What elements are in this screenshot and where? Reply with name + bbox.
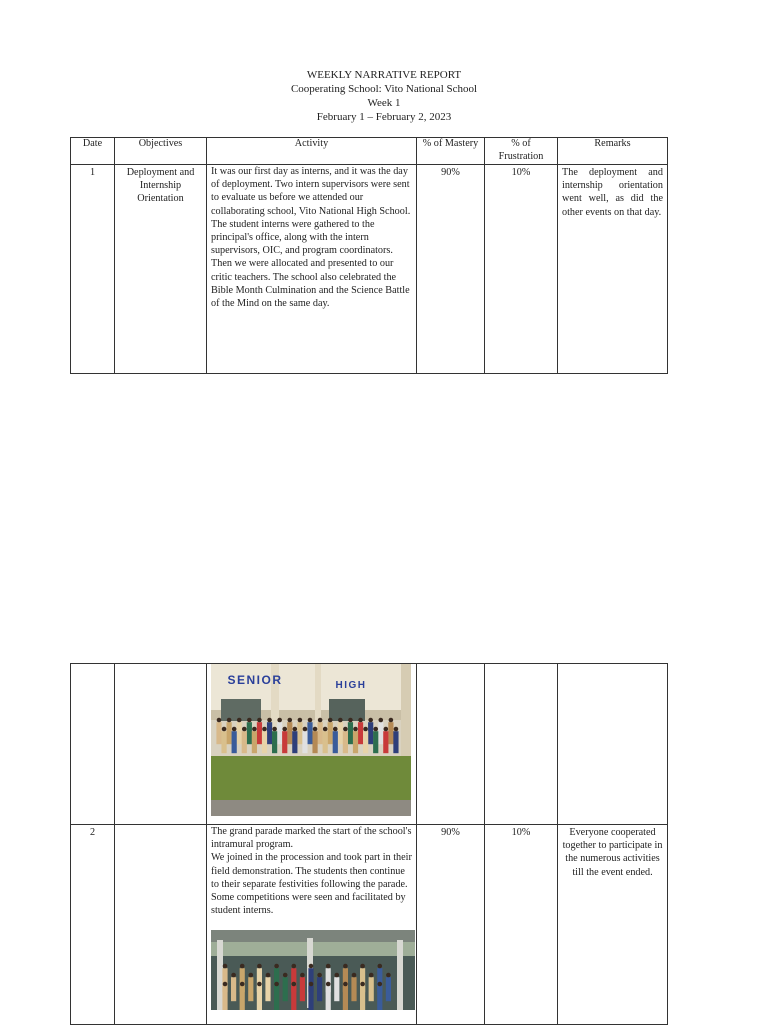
empty-cell <box>71 664 115 825</box>
narrative-table-page2 <box>70 663 668 1025</box>
empty-cell <box>417 664 485 825</box>
report-header <box>0 68 768 124</box>
empty-cell <box>485 664 558 825</box>
sign-text-left: SENIOR <box>227 673 283 687</box>
parade-group-photo <box>211 930 415 1010</box>
row-activity: It was our first day as interns, and it was the day of deployment. Two intern supervisors were sent to evaluate us before we attended our collaborating school, Vito National High School. The student interns were gathered to the principal's office, along with the intern supervisors, OIC, and program coordinators. Then we were allocated and presented to our critic teachers. The school also celebrated the Bible Month Culmination and the Science Battle of the Mind on the same day. <box>207 165 417 374</box>
row-frustration: 10% <box>485 165 558 374</box>
row-remarks: Everyone cooperated together to participate in the numerous activities till the event ended. <box>558 825 668 1025</box>
row-date: 1 <box>71 165 115 374</box>
table-header-row <box>71 138 668 165</box>
empty-cell <box>558 664 668 825</box>
row-mastery: 90% <box>417 165 485 374</box>
row-remarks: The deployment and internship orientation went well, as did the other events on that day. <box>558 165 668 374</box>
col-header-objectives: Objectives <box>115 138 207 165</box>
narrative-table-page1 <box>70 137 668 374</box>
col-header-date: Date <box>71 138 115 165</box>
col-header-remarks: Remarks <box>558 138 668 165</box>
row-date: 2 <box>71 825 115 1025</box>
col-header-mastery: % of Mastery <box>417 138 485 165</box>
cooperating-school: Cooperating School: Vito National School <box>290 83 478 95</box>
row-objectives: Deployment and Internship Orientation <box>115 165 207 374</box>
row-objectives <box>115 825 207 1025</box>
date-range: February 1 – February 2, 2023 <box>316 111 452 123</box>
col-header-frustration: % of Frustration <box>485 138 558 165</box>
row-activity: The grand parade marked the start of the school's intramural program. We joined in the procession and took part in their field demonstration. The students then continue to their separate festivities following the parade. Some competitions were seen and facilitated by student interns. <box>211 826 412 917</box>
empty-cell <box>115 664 207 825</box>
col-header-activity: Activity <box>207 138 417 165</box>
deployment-group-photo <box>211 664 411 816</box>
photo-cell <box>207 664 417 825</box>
row-mastery: 90% <box>417 825 485 1025</box>
table-row <box>71 165 668 374</box>
row-frustration: 10% <box>485 825 558 1025</box>
sign-text-right: HIGH <box>335 680 367 691</box>
report-title: WEEKLY NARRATIVE REPORT <box>306 69 462 81</box>
table-row <box>71 664 668 825</box>
week-label: Week 1 <box>367 97 401 109</box>
table-row <box>71 825 668 1025</box>
row-activity-cell <box>207 825 417 1025</box>
